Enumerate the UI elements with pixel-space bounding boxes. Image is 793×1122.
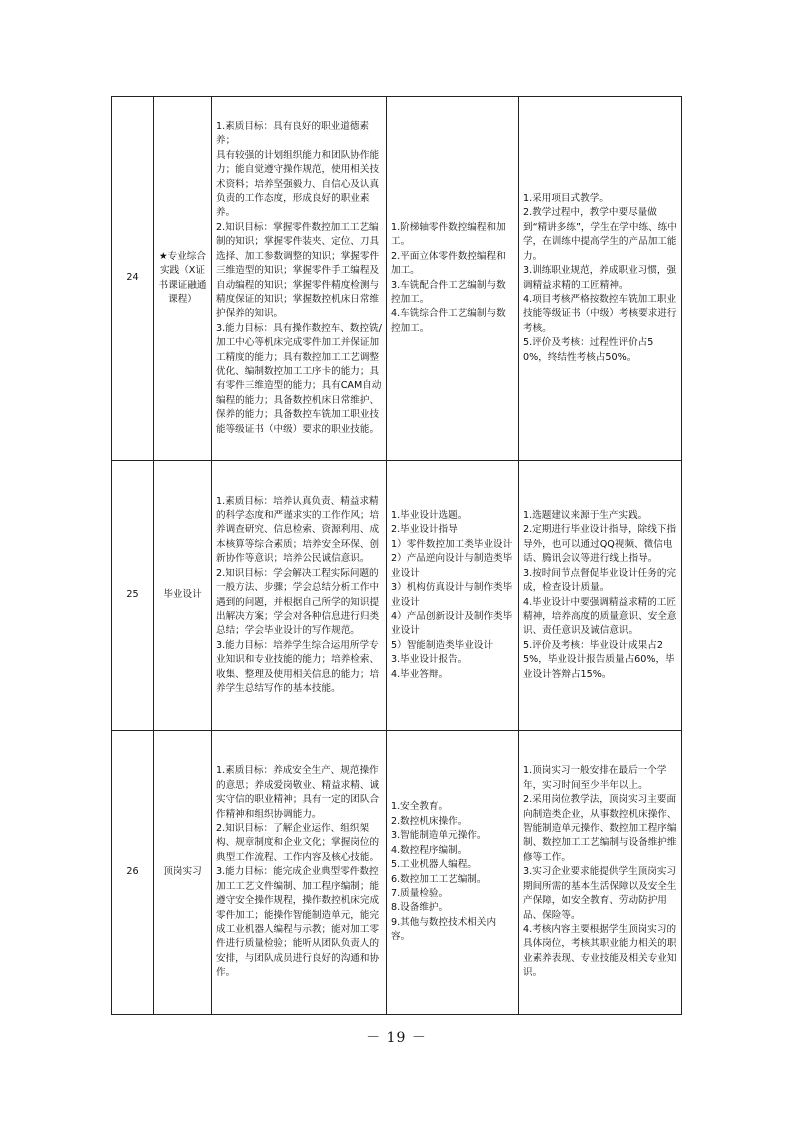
content-line: 1.毕业设计选题。 bbox=[391, 510, 468, 522]
goal-line: 3.能力目标：能完成企业典型零件数控加工工艺文件编制、加工程序编制；能遵守安全操作规程，操作数控机床完成零件加工；能操作智能制造单元，能完成工业机器人编程与示教；能对加工零件进行质量检验；能听从团队负责人的安排，与团队成员进行良好的沟通和协作。 bbox=[216, 866, 380, 979]
course-name: 顶岗实习 bbox=[154, 731, 212, 1015]
requirement-line: 4.项目考核严格按数控车铣加工职业技能等级证书（中级）考核要求进行考核。 bbox=[523, 293, 677, 334]
requirement-line: 5.评价及考核：过程性评价占50%，终结性考核占50%。 bbox=[523, 337, 654, 363]
content-line: 6.数控加工工艺编制。 bbox=[391, 873, 487, 885]
requirement-line: 2.采用岗位教学法，顶岗实习主要面向制造类企业，从事数控机床操作、智能制造单元操作、数控加工程序编制、数控加工工艺编制与设备维护维修等工作。 bbox=[523, 794, 677, 863]
course-content bbox=[387, 97, 519, 461]
teaching-requirements bbox=[519, 97, 682, 461]
content-line: 7.质量检验。 bbox=[391, 887, 449, 899]
table-row bbox=[112, 461, 682, 731]
goal-line: 2.知识目标：掌握零件数控加工工艺编制的知识；掌握零件装夹、定位、刀具选择、加工参数调整的知识；掌握零件三维造型的知识；掌握零件手工编程及自动编程的知识；掌握零件精度检测与精度保证的知识；掌握数控机床日常维护保养的知识。 bbox=[216, 221, 380, 320]
requirement-line: 4.考核内容主要根据学生顶岗实习的具体岗位，考核其职业能力相关的职业素养表现、专业技能及相关专业知识。 bbox=[523, 923, 677, 979]
page-number: － 19 － bbox=[366, 1030, 427, 1046]
content-line: 3.智能制造单元操作。 bbox=[391, 830, 487, 842]
content-line: 2.数控机床操作。 bbox=[391, 815, 468, 827]
row-number: 25 bbox=[112, 461, 154, 731]
course-table bbox=[111, 96, 682, 1015]
content-line: 3.毕业设计报告。 bbox=[391, 654, 468, 666]
content-line: 3.车铣配合件工艺编制与数控加工。 bbox=[391, 279, 506, 305]
content-line: 4）产品创新设计及制作类毕业设计 bbox=[391, 610, 513, 637]
content-line: 2.毕业设计指导 bbox=[391, 524, 458, 536]
requirement-line: 1.采用项目式教学。 bbox=[523, 193, 609, 205]
teaching-requirements bbox=[519, 461, 682, 731]
requirement-line: 1.顶岗实习一般安排在最后一个学年，实习时间至少半年以上。 bbox=[523, 765, 667, 791]
content-line: 4.数控程序编制。 bbox=[391, 844, 468, 856]
course-name: 毕业设计 bbox=[154, 461, 212, 731]
goal-line: 1.素质目标：养成安全生产、规范操作的意思；养成爱岗敬业、精益求精、诚实守信的职业精神；具有一定的团队合作精神和组织协调能力。 bbox=[216, 765, 380, 820]
course-goals bbox=[212, 97, 387, 461]
requirement-line: 3.训练职业规范，养成职业习惯，强调精益求精的工匠精神。 bbox=[523, 265, 677, 291]
content-line: 1.安全教育。 bbox=[391, 801, 449, 813]
content-line: 2.平面立体零件数控编程和加工。 bbox=[391, 250, 506, 277]
requirement-line: 4.毕业设计中要强调精益求精的工匠精神，培养高度的质量意识、安全意识、责任意识及诚信意识。 bbox=[523, 596, 677, 637]
content-line: 8.设备维护。 bbox=[391, 902, 449, 914]
course-content bbox=[387, 461, 519, 731]
table-row bbox=[112, 731, 682, 1015]
goal-line: 3.能力目标：具有操作数控车、数控铣/加工中心等机床完成零件加工并保证加工精度的能力；具有数控加工工艺调整优化、编制数控加工工序卡的能力；具有零件三维造型的能力；具有CAM自动编程的能力；具备数控机床日常维护、保养的能力；具备数控车铣加工职业技能等级证书（中级）要求的职业技能。 bbox=[216, 322, 382, 435]
course-goals bbox=[212, 461, 387, 731]
goal-line: 具有较强的计划组织能力和团队协作能力；能自觉遵守操作规范，使用相关技术资料；培养坚强毅力、自信心及认真负责的工作态度，形成良好的职业素养。 bbox=[216, 149, 380, 219]
requirement-line: 2.定期进行毕业设计指导，除线下指导外，也可以通过QQ视频、微信电话、腾讯会议等进行线上指导。 bbox=[523, 524, 677, 565]
course-content bbox=[387, 731, 519, 1015]
goal-line: 2.知识目标：了解企业运作、组织架构、规章制度和企业文化；掌握岗位的典型工作流程、工作内容及核心技能。 bbox=[216, 823, 380, 863]
table-row bbox=[112, 97, 682, 461]
content-line: 2）产品逆向设计与制造类毕业设计 bbox=[391, 553, 513, 579]
teaching-requirements bbox=[519, 731, 682, 1015]
content-line: 5.工业机器人编程。 bbox=[391, 859, 477, 871]
row-number: 26 bbox=[112, 731, 154, 1015]
requirement-line: 1.选题建议来源于生产实践。 bbox=[523, 510, 648, 522]
course-name: ★专业综合实践（X证书课证融通课程） bbox=[154, 97, 212, 461]
content-line: 4.毕业答辩。 bbox=[391, 668, 449, 680]
requirement-line: 2.教学过程中，教学中要尽量做到“精讲多练”，学生在学中练、练中学，在训练中提高学生的产品加工能力。 bbox=[523, 207, 677, 262]
goal-line: 1.素质目标：培养认真负责、精益求精的科学态度和严谨求实的工作作风；培养调查研究、信息检索、资源利用、成本核算等综合素质；培养安全环保、创新协作等意识；培养公民诚信意识。 bbox=[216, 495, 380, 565]
content-line: 1）零件数控加工类毕业设计 bbox=[391, 538, 513, 550]
content-line: 5）智能制造类毕业设计 bbox=[391, 639, 494, 651]
content-line: 1.阶梯轴零件数控编程和加工。 bbox=[391, 221, 506, 248]
content-line: 9.其他与数控技术相关内容。 bbox=[391, 916, 497, 943]
requirement-line: 3.实习企业要求能提供学生顶岗实习期间所需的基本生活保障以及安全生产保障，如安全教育、劳动防护用品、保险等。 bbox=[523, 866, 677, 921]
course-goals bbox=[212, 731, 387, 1015]
requirement-line: 5.评价及考核：毕业设计成果占25%，毕业设计报告质量占60%，毕业设计答辩占15%。 bbox=[523, 639, 675, 680]
row-number: 24 bbox=[112, 97, 154, 461]
goal-line: 3.能力目标：培养学生综合运用所学专业知识和专业技能的能力；培养检索、收集、整理及使用相关信息的能力；培养学生总结写作的基本技能。 bbox=[216, 639, 380, 694]
requirement-line: 3.按时间节点督促毕业设计任务的完成，检查设计质量。 bbox=[523, 567, 677, 594]
goal-line: 1.素质目标：具有良好的职业道德素养； bbox=[216, 121, 370, 147]
content-line: 3）机构仿真设计与制作类毕业设计 bbox=[391, 582, 513, 608]
goal-line: 2.知识目标：学会解决工程实际问题的一般方法、步骤；学会总结分析工作中遇到的问题，并根据自己所学的知识提出解决方案；学会对各种信息进行归类总结；学会毕业设计的写作规范。 bbox=[216, 567, 380, 637]
content-line: 4.车铣综合件工艺编制与数控加工。 bbox=[391, 308, 506, 334]
